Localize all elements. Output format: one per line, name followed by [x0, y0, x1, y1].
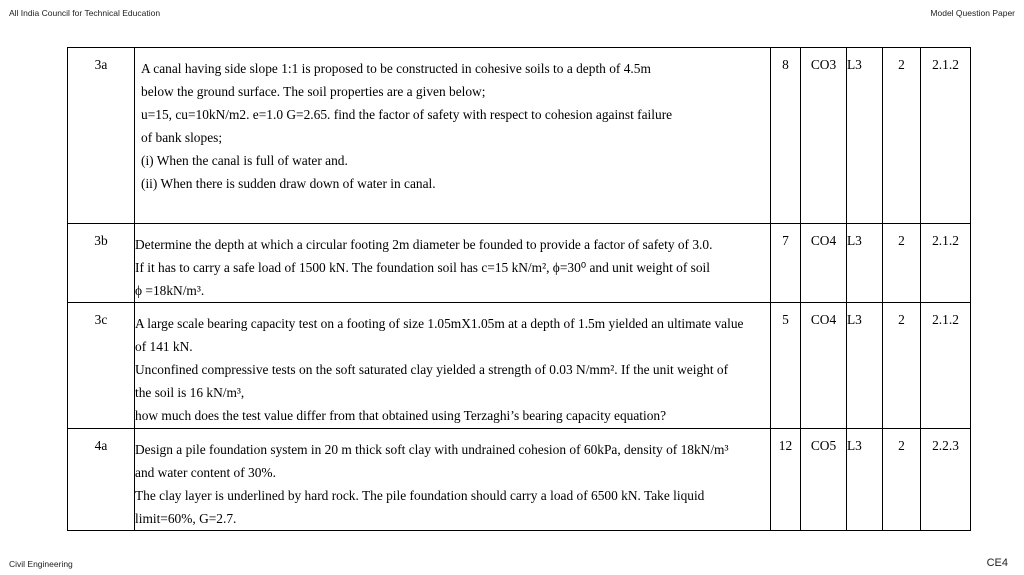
performance-indicator-cell: 2.1.2 — [921, 48, 971, 224]
program-outcome-cell: 2 — [883, 303, 921, 429]
marks-cell: 8 — [771, 48, 801, 224]
blooms-level-cell: L3 — [847, 48, 883, 224]
question-line: below the ground surface. The soil properties are a given below; — [141, 84, 486, 99]
header-org-name: All India Council for Technical Education — [9, 8, 161, 18]
question-table — [67, 47, 971, 531]
question-number: 4a — [68, 429, 135, 531]
question-line: Unconfined compressive tests on the soft saturated clay yielded a strength of 0.03 N/mm². If the unit weight of — [135, 362, 729, 377]
question-line: A large scale bearing capacity test on a footing of size 1.05mX1.05m at a depth of 1.5m yielded an ultimate value — [135, 316, 744, 331]
table-row — [68, 224, 971, 303]
question-line: (ii) When there is sudden draw down of water in canal. — [141, 176, 436, 191]
performance-indicator-cell: 2.1.2 — [921, 303, 971, 429]
question-line: Design a pile foundation system in 20 m thick soft clay with undrained cohesion of 60kPa, density of 18kN/m³ — [135, 442, 729, 457]
question-line: ϕ =18kN/m³. — [135, 283, 205, 298]
question-line: the soil is 16 kN/m³, — [135, 385, 245, 400]
table-row — [68, 429, 971, 531]
question-line: (i) When the canal is full of water and. — [141, 153, 348, 168]
question-line: u=15, cu=10kN/m2. e=1.0 G=2.65. find the factor of safety with respect to cohesion against failure — [141, 107, 673, 122]
question-text — [135, 48, 771, 224]
program-outcome-cell: 2 — [883, 429, 921, 531]
performance-indicator-cell: 2.1.2 — [921, 224, 971, 303]
blooms-level-cell: L3 — [847, 224, 883, 303]
question-text — [135, 224, 771, 303]
question-line: of 141 kN. — [135, 339, 193, 354]
performance-indicator-cell: 2.2.3 — [921, 429, 971, 531]
question-line: and water content of 30%. — [135, 465, 276, 480]
footer-course-code: CE4 — [986, 557, 1008, 569]
question-line: Determine the depth at which a circular footing 2m diameter be founded to provide a factor of safety of 3.0. — [135, 237, 713, 252]
question-line: of bank slopes; — [141, 130, 223, 145]
question-text — [135, 303, 771, 429]
course-outcome-cell: CO3 — [801, 48, 847, 224]
marks-cell: 5 — [771, 303, 801, 429]
question-line: how much does the test value differ from that obtained using Terzaghi’s bearing capacity equation? — [135, 408, 667, 423]
question-line: limit=60%, G=2.7. — [135, 511, 237, 526]
footer-department: Civil Engineering — [9, 559, 73, 569]
program-outcome-cell: 2 — [883, 48, 921, 224]
course-outcome-cell: CO5 — [801, 429, 847, 531]
question-line: The clay layer is underlined by hard rock. The pile foundation should carry a load of 6500 kN. Take liquid — [135, 488, 705, 503]
marks-cell: 12 — [771, 429, 801, 531]
question-number: 3c — [68, 303, 135, 429]
course-outcome-cell: CO4 — [801, 303, 847, 429]
program-outcome-cell: 2 — [883, 224, 921, 303]
header-paper-title: Model Question Paper — [930, 8, 1015, 18]
table-row — [68, 303, 971, 429]
question-line: If it has to carry a safe load of 1500 kN. The foundation soil has c=15 kN/m², ϕ=30⁰ and unit weight of soil — [135, 260, 710, 275]
blooms-level-cell: L3 — [847, 429, 883, 531]
question-number: 3a — [68, 48, 135, 224]
course-outcome-cell: CO4 — [801, 224, 847, 303]
question-text — [135, 429, 771, 531]
blooms-level-cell: L3 — [847, 303, 883, 429]
table-row — [68, 48, 971, 224]
question-line: A canal having side slope 1:1 is proposed to be constructed in cohesive soils to a depth of 4.5m — [141, 61, 651, 76]
marks-cell: 7 — [771, 224, 801, 303]
question-number: 3b — [68, 224, 135, 303]
